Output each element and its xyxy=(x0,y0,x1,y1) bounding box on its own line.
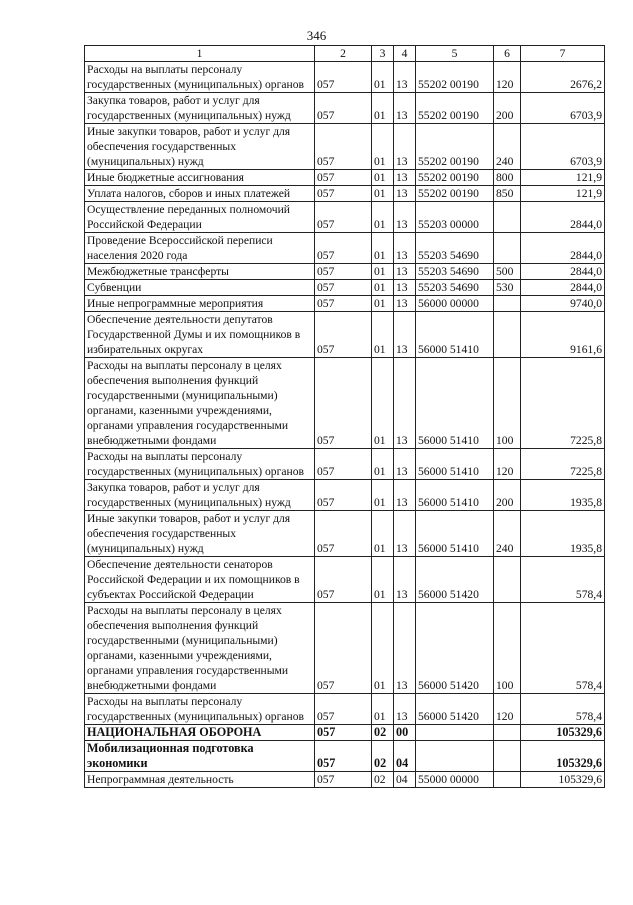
subsection-code-cell: 13 xyxy=(394,603,416,694)
section-code-cell: 01 xyxy=(372,449,394,480)
amount-cell: 1935,8 xyxy=(521,511,605,557)
page-number: 346 xyxy=(306,28,327,43)
section-code-cell: 01 xyxy=(372,124,394,170)
expense-type-cell: 120 xyxy=(494,449,521,480)
target-article-cell: 56000 51410 xyxy=(416,480,494,511)
target-article-cell: 55203 54690 xyxy=(416,264,494,280)
section-code-cell: 01 xyxy=(372,62,394,93)
subsection-code-cell: 13 xyxy=(394,264,416,280)
amount-cell: 121,9 xyxy=(521,170,605,186)
row-name-cell: Обеспечение деятельности сенаторов Российской Федерации и их помощников в субъектах Российской Федерации xyxy=(85,557,315,603)
ved-code-cell: 057 xyxy=(315,124,372,170)
target-article-cell: 56000 51410 xyxy=(416,312,494,358)
table-row xyxy=(85,694,605,725)
target-article-cell: 56000 00000 xyxy=(416,296,494,312)
row-name-cell: Иные бюджетные ассигнования xyxy=(85,170,315,186)
amount-cell: 578,4 xyxy=(521,694,605,725)
row-name-cell: Обеспечение деятельности депутатов Государственной Думы и их помощников в избирательных округах xyxy=(85,312,315,358)
subsection-code-cell: 13 xyxy=(394,93,416,124)
amount-cell: 105329,6 xyxy=(521,725,605,741)
table-row xyxy=(85,124,605,170)
expense-type-cell: 530 xyxy=(494,280,521,296)
subsection-code-cell: 13 xyxy=(394,358,416,449)
section-code-cell: 01 xyxy=(372,264,394,280)
amount-cell: 6703,9 xyxy=(521,124,605,170)
table-row xyxy=(85,186,605,202)
table-row xyxy=(85,280,605,296)
table-row xyxy=(85,170,605,186)
target-article-cell: 55203 00000 xyxy=(416,202,494,233)
subsection-code-cell: 13 xyxy=(394,511,416,557)
column-header: 3 xyxy=(372,46,394,62)
ved-code-cell: 057 xyxy=(315,741,372,772)
ved-code-cell: 057 xyxy=(315,772,372,788)
amount-cell: 9161,6 xyxy=(521,312,605,358)
expense-type-cell xyxy=(494,725,521,741)
row-name-cell: Иные закупки товаров, работ и услуг для обеспечения государственных (муниципальных) нужд xyxy=(85,124,315,170)
expense-type-cell: 800 xyxy=(494,170,521,186)
subsection-code-cell: 13 xyxy=(394,694,416,725)
column-header: 2 xyxy=(315,46,372,62)
expense-type-cell: 200 xyxy=(494,480,521,511)
subsection-code-cell: 13 xyxy=(394,312,416,358)
amount-cell: 2844,0 xyxy=(521,280,605,296)
expense-type-cell: 120 xyxy=(494,62,521,93)
amount-cell: 7225,8 xyxy=(521,449,605,480)
subsection-code-cell: 00 xyxy=(394,725,416,741)
ved-code-cell: 057 xyxy=(315,511,372,557)
subsection-code-cell: 13 xyxy=(394,296,416,312)
expense-type-cell: 100 xyxy=(494,358,521,449)
section-code-cell: 01 xyxy=(372,170,394,186)
target-article-cell: 56000 51420 xyxy=(416,557,494,603)
table-row xyxy=(85,358,605,449)
ved-code-cell: 057 xyxy=(315,449,372,480)
table-row xyxy=(85,511,605,557)
expense-type-cell: 240 xyxy=(494,124,521,170)
section-code-cell: 01 xyxy=(372,603,394,694)
ved-code-cell: 057 xyxy=(315,93,372,124)
target-article-cell xyxy=(416,725,494,741)
amount-cell: 2676,2 xyxy=(521,62,605,93)
target-article-cell: 55202 00190 xyxy=(416,62,494,93)
row-name-cell: Иные закупки товаров, работ и услуг для обеспечения государственных (муниципальных) нужд xyxy=(85,511,315,557)
target-article-cell: 55202 00190 xyxy=(416,170,494,186)
ved-code-cell: 057 xyxy=(315,557,372,603)
subsection-code-cell: 13 xyxy=(394,186,416,202)
subsection-code-cell: 13 xyxy=(394,557,416,603)
subsection-code-cell: 13 xyxy=(394,124,416,170)
ved-code-cell: 057 xyxy=(315,233,372,264)
table-row xyxy=(85,233,605,264)
ved-code-cell: 057 xyxy=(315,202,372,233)
section-code-cell: 02 xyxy=(372,741,394,772)
section-code-cell: 01 xyxy=(372,202,394,233)
amount-cell: 105329,6 xyxy=(521,741,605,772)
ved-code-cell: 057 xyxy=(315,694,372,725)
expense-type-cell xyxy=(494,312,521,358)
row-name-cell: Непрограммная деятельность xyxy=(85,772,315,788)
amount-cell: 2844,0 xyxy=(521,264,605,280)
row-name-cell: Расходы на выплаты персоналу государственных (муниципальных) органов xyxy=(85,449,315,480)
table-body xyxy=(85,46,605,788)
section-code-cell: 01 xyxy=(372,358,394,449)
target-article-cell: 55202 00190 xyxy=(416,124,494,170)
section-code-cell: 01 xyxy=(372,280,394,296)
amount-cell: 7225,8 xyxy=(521,358,605,449)
amount-cell: 578,4 xyxy=(521,603,605,694)
row-name-cell: Проведение Всероссийской переписи населения 2020 года xyxy=(85,233,315,264)
row-name-cell: Расходы на выплаты персоналу в целях обеспечения выполнения функций государственными (муниципальными) органами, казенными учреждениями, органами управления государственными внебюджетными фондами xyxy=(85,603,315,694)
target-article-cell xyxy=(416,741,494,772)
target-article-cell: 55202 00190 xyxy=(416,186,494,202)
row-name-cell: Межбюджетные трансферты xyxy=(85,264,315,280)
table-row xyxy=(85,264,605,280)
amount-cell: 9740,0 xyxy=(521,296,605,312)
table-row xyxy=(85,557,605,603)
ved-code-cell: 057 xyxy=(315,296,372,312)
section-code-cell: 01 xyxy=(372,511,394,557)
section-code-cell: 01 xyxy=(372,296,394,312)
expense-type-cell: 500 xyxy=(494,264,521,280)
target-article-cell: 56000 51410 xyxy=(416,511,494,557)
row-name-cell: Осуществление переданных полномочий Российской Федерации xyxy=(85,202,315,233)
table-row xyxy=(85,603,605,694)
column-header: 1 xyxy=(85,46,315,62)
section-code-cell: 01 xyxy=(372,694,394,725)
target-article-cell: 55203 54690 xyxy=(416,233,494,264)
expense-type-cell xyxy=(494,202,521,233)
column-header: 7 xyxy=(521,46,605,62)
ved-code-cell: 057 xyxy=(315,603,372,694)
amount-cell: 2844,0 xyxy=(521,233,605,264)
column-header: 6 xyxy=(494,46,521,62)
target-article-cell: 55202 00190 xyxy=(416,93,494,124)
ved-code-cell: 057 xyxy=(315,170,372,186)
target-article-cell: 56000 51410 xyxy=(416,449,494,480)
row-name-cell: Иные непрограммные мероприятия xyxy=(85,296,315,312)
ved-code-cell: 057 xyxy=(315,186,372,202)
expense-type-cell: 100 xyxy=(494,603,521,694)
amount-cell: 105329,6 xyxy=(521,772,605,788)
amount-cell: 2844,0 xyxy=(521,202,605,233)
expense-type-cell: 200 xyxy=(494,93,521,124)
budget-table xyxy=(84,45,605,788)
expense-type-cell: 120 xyxy=(494,694,521,725)
table-row xyxy=(85,741,605,772)
table-row xyxy=(85,772,605,788)
table-row xyxy=(85,202,605,233)
table-row xyxy=(85,312,605,358)
ved-code-cell: 057 xyxy=(315,480,372,511)
row-name-cell: Субвенции xyxy=(85,280,315,296)
row-name-cell: Расходы на выплаты персоналу государственных (муниципальных) органов xyxy=(85,694,315,725)
row-name-cell: Закупка товаров, работ и услуг для государственных (муниципальных) нужд xyxy=(85,480,315,511)
expense-type-cell: 240 xyxy=(494,511,521,557)
amount-cell: 121,9 xyxy=(521,186,605,202)
table-row xyxy=(85,725,605,741)
row-name-cell: Закупка товаров, работ и услуг для государственных (муниципальных) нужд xyxy=(85,93,315,124)
subsection-code-cell: 13 xyxy=(394,62,416,93)
target-article-cell: 56000 51410 xyxy=(416,358,494,449)
subsection-code-cell: 13 xyxy=(394,480,416,511)
amount-cell: 578,4 xyxy=(521,557,605,603)
expense-type-cell: 850 xyxy=(494,186,521,202)
ved-code-cell: 057 xyxy=(315,725,372,741)
row-name-cell: НАЦИОНАЛЬНАЯ ОБОРОНА xyxy=(85,725,315,741)
ved-code-cell: 057 xyxy=(315,264,372,280)
table-row xyxy=(85,480,605,511)
expense-type-cell xyxy=(494,772,521,788)
subsection-code-cell: 13 xyxy=(394,170,416,186)
amount-cell: 6703,9 xyxy=(521,93,605,124)
section-code-cell: 01 xyxy=(372,233,394,264)
amount-cell: 1935,8 xyxy=(521,480,605,511)
row-name-cell: Расходы на выплаты персоналу государственных (муниципальных) органов xyxy=(85,62,315,93)
subsection-code-cell: 13 xyxy=(394,202,416,233)
column-header: 4 xyxy=(394,46,416,62)
column-header: 5 xyxy=(416,46,494,62)
table-row xyxy=(85,296,605,312)
target-article-cell: 56000 51420 xyxy=(416,694,494,725)
subsection-code-cell: 13 xyxy=(394,233,416,264)
expense-type-cell xyxy=(494,233,521,264)
subsection-code-cell: 04 xyxy=(394,772,416,788)
table-header-row xyxy=(85,46,605,62)
table-row xyxy=(85,93,605,124)
table-row xyxy=(85,62,605,93)
expense-type-cell xyxy=(494,557,521,603)
expense-type-cell xyxy=(494,741,521,772)
section-code-cell: 01 xyxy=(372,93,394,124)
section-code-cell: 02 xyxy=(372,725,394,741)
ved-code-cell: 057 xyxy=(315,312,372,358)
target-article-cell: 56000 51420 xyxy=(416,603,494,694)
section-code-cell: 01 xyxy=(372,480,394,511)
target-article-cell: 55000 00000 xyxy=(416,772,494,788)
expense-type-cell xyxy=(494,296,521,312)
table-row xyxy=(85,449,605,480)
section-code-cell: 01 xyxy=(372,312,394,358)
row-name-cell: Мобилизационная подготовка экономики xyxy=(85,741,315,772)
section-code-cell: 01 xyxy=(372,186,394,202)
ved-code-cell: 057 xyxy=(315,62,372,93)
ved-code-cell: 057 xyxy=(315,358,372,449)
ved-code-cell: 057 xyxy=(315,280,372,296)
section-code-cell: 02 xyxy=(372,772,394,788)
row-name-cell: Расходы на выплаты персоналу в целях обеспечения выполнения функций государственными (муниципальными) органами, казенными учреждениями, органами управления государственными внебюджетными фондами xyxy=(85,358,315,449)
subsection-code-cell: 13 xyxy=(394,449,416,480)
row-name-cell: Уплата налогов, сборов и иных платежей xyxy=(85,186,315,202)
target-article-cell: 55203 54690 xyxy=(416,280,494,296)
subsection-code-cell: 04 xyxy=(394,741,416,772)
subsection-code-cell: 13 xyxy=(394,280,416,296)
section-code-cell: 01 xyxy=(372,557,394,603)
